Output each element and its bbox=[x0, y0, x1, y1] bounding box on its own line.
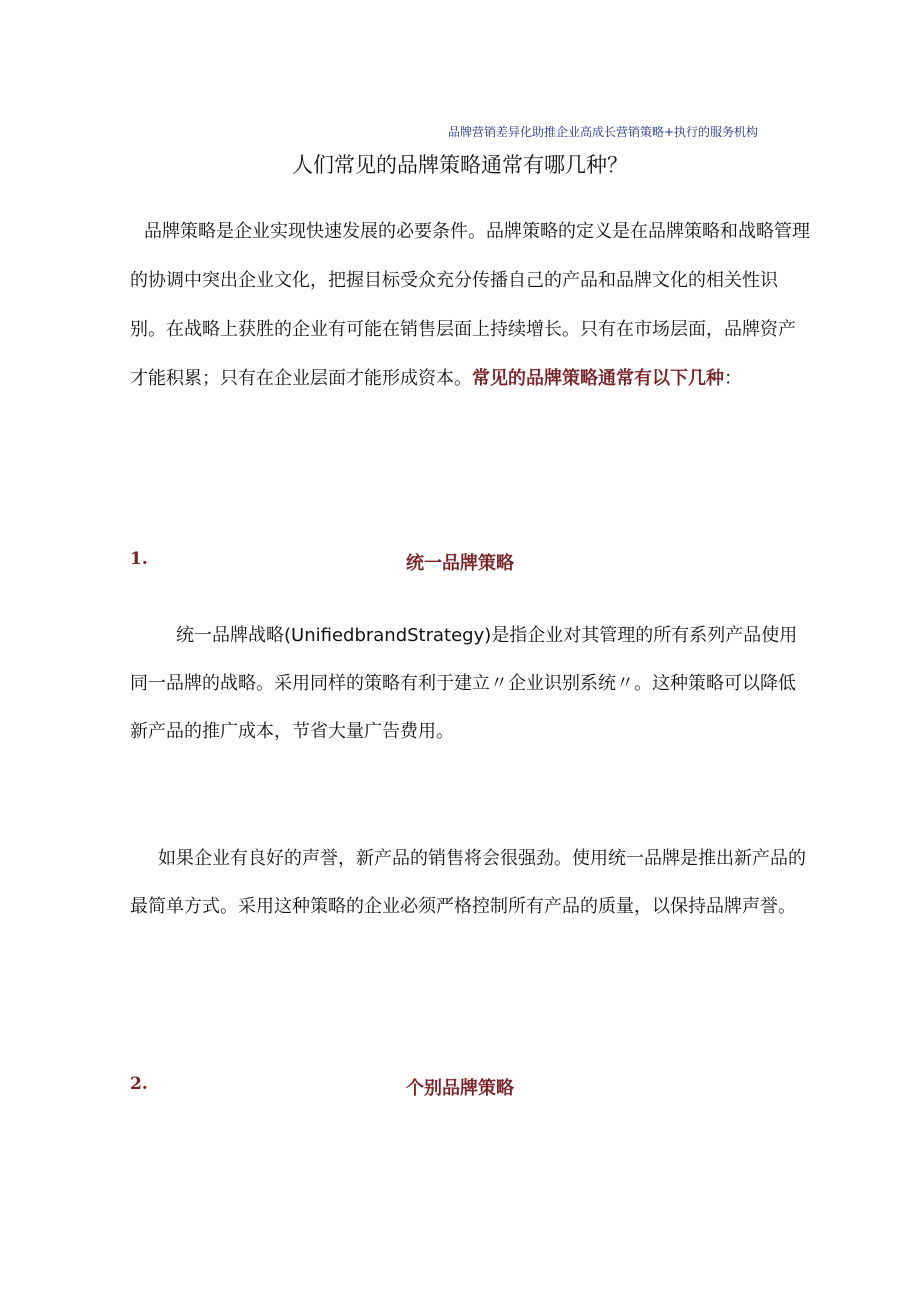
intro-text: 品牌策略是企业实现快速发展的必要条件。品牌策略的定义是在品牌策略和战略管理的协调中突出企业文化，把握目标受众充分传播自己的产品和品牌文化的相关性识别。在战略上获胜的企业有可能在销售层面上持续增长。只有在市场层面，品牌资产才能积累；只有在企业层面才能形成资本。 bbox=[130, 221, 810, 389]
header-note: 品牌营销差异化助推企业高成长营销策略+执行的服务机构 bbox=[448, 125, 759, 139]
intro-emphasis: 常见的品牌策略通常有以下几种 bbox=[472, 368, 724, 389]
section-title: 个别品牌策略 bbox=[406, 1078, 514, 1099]
section-paragraph: 如果企业有良好的声誉，新产品的销售将会很强劲。使用统一品牌是推出新产品的最简单方式。采用这种策略的企业必须严格控制所有产品的质量，以保持品牌声誉。 bbox=[130, 848, 806, 917]
intro-tail: ： bbox=[724, 368, 742, 389]
section-title: 统一品牌策略 bbox=[406, 553, 514, 574]
section-number: 1. bbox=[130, 549, 148, 569]
intro-paragraph bbox=[130, 207, 810, 403]
section-number: 2. bbox=[130, 1074, 148, 1094]
page-title: 人们常见的品牌策略通常有哪几种？ bbox=[292, 153, 628, 177]
section-paragraph: 统一品牌战略(UnifiedbrandStrategy)是指企业对其管理的所有系列产品使用同一品牌的战略。采用同样的策略有利于建立〃企业识别系统〃。这种策略可以降低新产品的推广成本，节省大量广告费用。 bbox=[130, 625, 798, 742]
